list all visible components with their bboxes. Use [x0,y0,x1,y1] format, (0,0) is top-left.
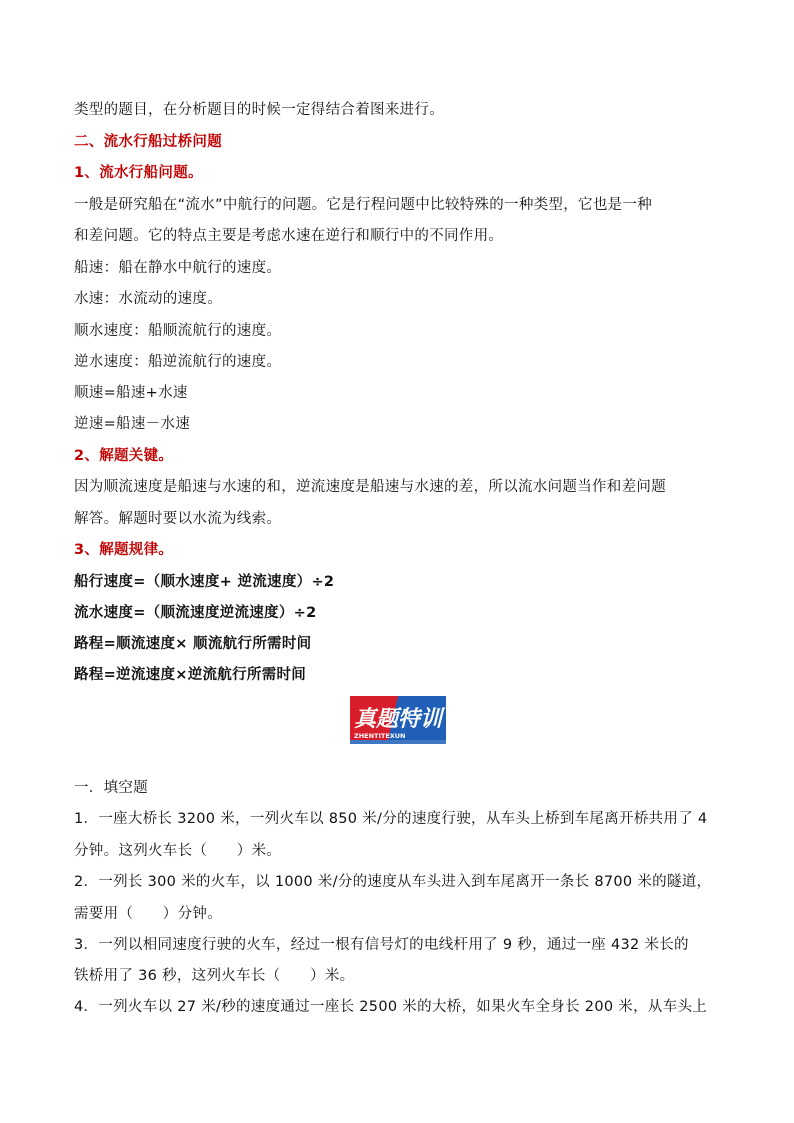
formula-line: 流水速度=（顺流速度逆流速度）÷2 [74,605,317,621]
question-line: 3．一列以相同速度行驶的火车，经过一根有信号灯的电线杆用了 9 秒，通过一座 432 米长的 [74,937,689,953]
intro-tail-text: 类型的题目，在分析题目的时候一定得结合着图来进行。 [74,102,444,118]
subsection-heading: 1、流水行船问题。 [74,165,203,181]
definition-line: 逆水速度：船逆流航行的速度。 [74,354,282,370]
exercise-heading: 一．填空题 [74,780,148,796]
question-line: 4．一列火车以 27 米/秒的速度通过一座长 2500 米的大桥，如果火车全身长 200 米，从车头上 [74,999,708,1015]
formula-line: 船行速度=（顺水速度+ 逆流速度）÷2 [74,574,335,590]
formula-line: 顺速=船速+水速 [74,385,188,401]
zhentitexun-logo [348,692,448,748]
question-line: 铁桥用了 36 秒，这列火车长（ ）米。 [74,968,355,984]
question-line: 需要用（ ）分钟。 [74,906,222,922]
paragraph-line: 一般是研究船在“流水”中航行的问题。它是行程问题中比较特殊的一种类型，它也是一种 [74,197,653,213]
formula-line: 路程=逆流速度×逆流航行所需时间 [74,667,307,683]
definition-line: 船速：船在静水中航行的速度。 [74,260,282,276]
logo-subtext: ZHENTITEXUN [354,732,406,740]
definition-line: 顺水速度：船顺流航行的速度。 [74,323,282,339]
subsection-heading: 3、解题规律。 [74,542,174,558]
section-heading: 二、流水行船过桥问题 [74,134,222,150]
question-line: 1．一座大桥长 3200 米，一列火车以 850 米/分的速度行驶，从车头上桥到车尾离开桥共用了 4 [74,811,708,827]
logo-text: 真题特训 [354,707,443,732]
paragraph-line: 解答。解题时要以水流为线索。 [74,511,282,527]
paragraph-line: 和差问题。它的特点主要是考虑水速在逆行和顺行中的不同作用。 [74,228,504,244]
definition-line: 水速：水流动的速度。 [74,291,222,307]
subsection-heading: 2、解题关键。 [74,448,174,464]
formula-line: 逆速=船速－水速 [74,416,191,432]
paragraph-line: 因为顺流速度是船速与水速的和，逆流速度是船速与水速的差，所以流水问题当作和差问题 [74,479,666,495]
formula-line: 路程=顺流速度× 顺流航行所需时间 [74,636,312,652]
question-line: 分钟。这列火车长（ ）米。 [74,843,282,859]
question-line: 2．一列长 300 米的火车，以 1000 米/分的速度从车头进入到车尾离开一条长 8700 米的隧道， [74,874,712,890]
